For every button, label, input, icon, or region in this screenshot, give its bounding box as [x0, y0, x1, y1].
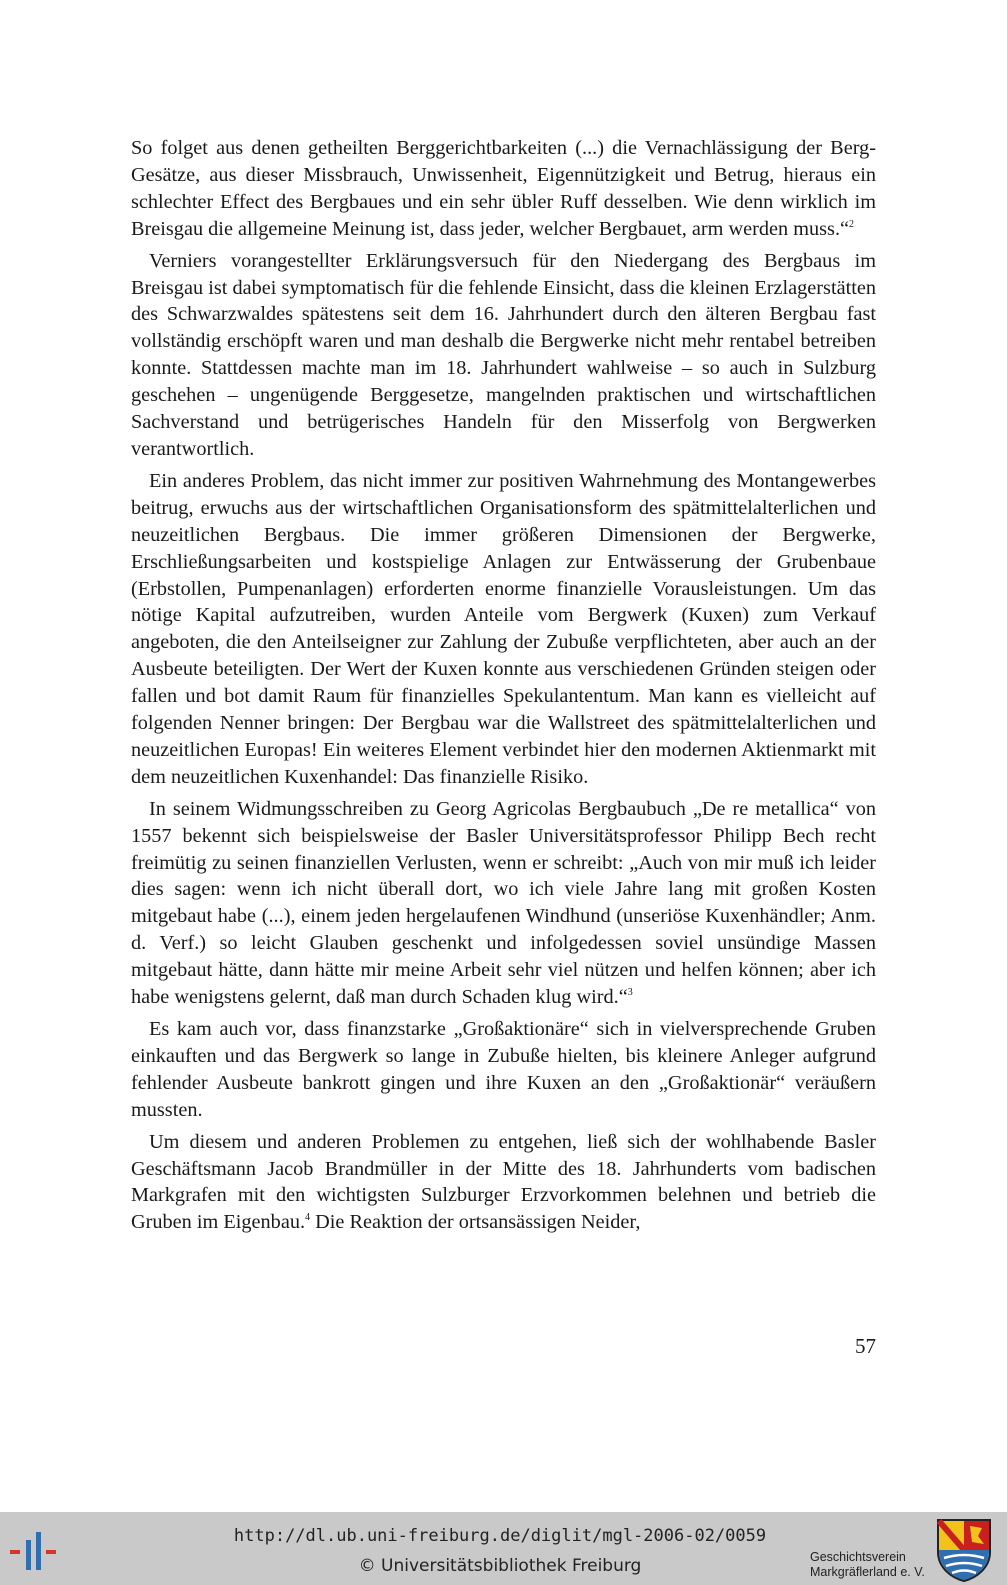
footer-bar — [0, 1512, 1007, 1585]
paragraph-quote — [131, 135, 876, 243]
permalink-url[interactable]: http://dl.ub.uni-freiburg.de/diglit/mgl-2006-02/0059 — [233, 1526, 767, 1546]
paragraph-text: In seinem Widmungsschreiben zu Georg Agricolas Bergbaubuch „De re metallica“ von 1557 bekennt sich beispielsweise der Basler Universitätsprofessor Philipp Bech recht freimütig zu seinen finanziellen Verlusten, wenn er schreibt: „Auch von mir muß ich leider dies sagen: wenn ich nicht überall dort, wo ich viele Jahre lang mit großen Kosten mitgebaut habe (...), einem jeden hergelaufenen Windhund (unseriöse Kuxenhändler; Anm. d. Verf.) so leicht Glauben geschenkt und infolgedessen soviel unsündige Massen mitgebaut hätte, dann hätte mir meine Arbeit sehr viel nützen und helfen können; aber ich habe wenigstens gelernt, daß man durch Schaden klug wird.“ — [131, 797, 876, 1009]
footnote-marker: 3 — [627, 987, 633, 999]
ub-freiburg-logo-icon[interactable] — [8, 1530, 68, 1572]
paragraph-text: Ein anderes Problem, das nicht immer zur positiven Wahrnehmung des Montangewerbes beitrug, erwuchs aus der wirtschaftlichen Organisationsform des spätmittelalterlichen und neuzeitlichen Bergbaus. Die immer größeren Dimensionen der Bergwerke, Erschließungsarbeiten und kostspielige Anlagen zur Entwässerung der Grubenbaue (Erbstollen, Pumpenanlagen) erforderten enorme finanzielle Vorausleistungen. Um das nötige Kapital aufzutreiben, wurden Anteile vom Bergwerk (Kuxen) zum Verkauf angeboten, die den Anteilseigner zur Zahlung der Zubuße verpflichteten, aber auch an der Ausbeute beteiligten. Der Wert der Kuxen konnte aus verschiedenen Gründen steigen oder fallen und bot damit Raum für finanzielles Spekulantentum. Man kann es vielleicht auf folgenden Nenner bringen: Der Bergbau war die Wallstreet des spätmittelalterlichen und neuzeitlichen Europas! Ein weiteres Element verbindet hier den modernen Aktienmarkt mit dem neuzeitlichen Kuxenhandel: Das finanzielle Risiko. — [131, 469, 876, 788]
page-number: 57 — [855, 1334, 876, 1358]
paragraph — [131, 1016, 876, 1124]
footnote-marker: 4 — [305, 1212, 311, 1224]
paragraph-text: So folget aus denen getheilten Berggerichtbarkeiten (...) die Vernachlässigung der Berg-Gesätze, aus dieser Missbrauch, Unwissenheit, Eigennützigkeit und Betrug, hieraus ein schlechter Effect des Bergbaues und ein sehr übler Ruff desselben. Wie denn wirklich im Breisgau die allgemeine Meinung ist, dass jeder, welcher Bergbauet, arm werden muss.“ — [131, 137, 876, 240]
paragraph — [131, 1129, 876, 1237]
paragraph-text: Verniers vorangestellter Erklärungsversuch für den Niedergang des Bergbaus im Breisgau ist dabei symptomatisch für die fehlende Einsicht, dass die kleinen Erzlagerstätten des Schwarzwaldes spätestens seit dem 16. Jahrhundert durch den älteren Bergbau fast vollständig erschöpft waren und man deshalb die Bergwerke nicht mehr rentabel betreiben konnte. Stattdessen machte man im 18. Jahrhundert wahlweise – so auch in Sulzburg geschehen – ungenügende Berggesetze, mangelnden praktischen und wirtschaftlichen Sachverstand und betrügerisches Handeln für den Misserfolg von Bergwerken verantwortlich. — [131, 249, 876, 460]
paragraph-text-tail: Die Reaktion der ortsansässigen Neider, — [310, 1211, 641, 1234]
paragraph — [131, 796, 876, 1011]
society-name — [810, 1550, 935, 1580]
body-text — [131, 135, 876, 1236]
coat-of-arms-icon — [936, 1518, 992, 1582]
paragraph-text: Um diesem und anderen Problemen zu entgehen, ließ sich der wohlhabende Basler Geschäftsmann Jacob Brandmüller in der Mitte des 18. Jahrhunderts vom badischen Markgrafen mit den wichtigsten Sulzburger Erzvorkommen belehnen und betrieb die Gruben im Eigenbau. — [131, 1130, 876, 1234]
society-line-1: Geschichtsverein — [810, 1550, 906, 1564]
copyright-text: © Universitätsbibliothek Freiburg — [358, 1556, 642, 1576]
paragraph — [131, 248, 876, 463]
paragraph — [131, 468, 876, 791]
paragraph-text: Es kam auch vor, dass finanzstarke „Großaktionäre“ sich in vielversprechende Gruben einkauften und das Bergwerk so lange in Zubuße hielten, bis kleinere Anleger aufgrund fehlender Ausbeute bankrott gingen und ihre Kuxen an den „Großaktionär“ veräußern mussten. — [131, 1018, 876, 1121]
society-line-2: Markgräflerland e. V. — [810, 1565, 925, 1579]
footnote-marker: 2 — [849, 218, 855, 230]
